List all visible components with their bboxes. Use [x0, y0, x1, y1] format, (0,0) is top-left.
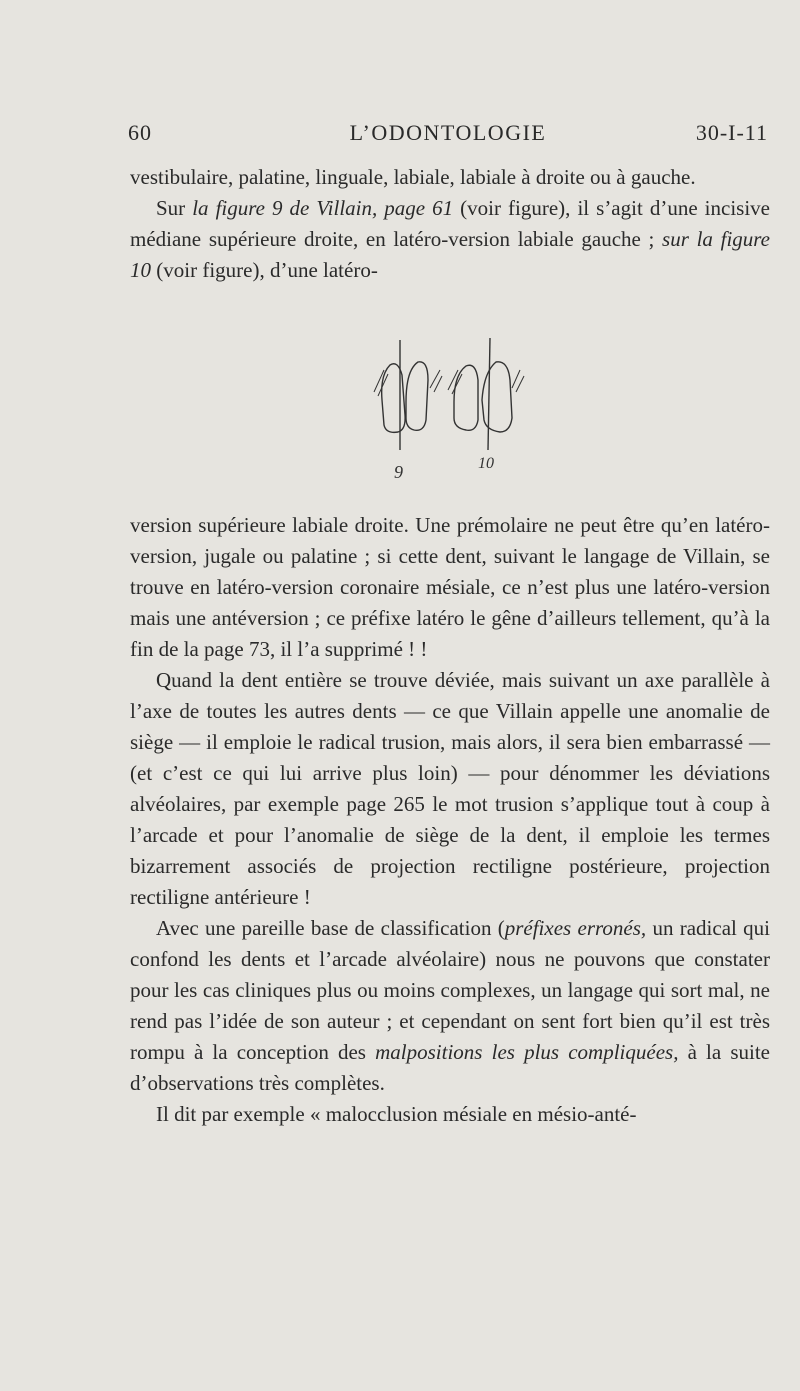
journal-title: L’ODONTOLOGIE — [349, 120, 547, 145]
emphasis: malpositions les plus compliquées, — [375, 1040, 679, 1064]
issue-date: 30-I-11 — [695, 120, 768, 145]
paragraph — [130, 193, 770, 286]
text-span: un radical qui confond les dents et l’arcade alvéolaire) nous ne pouvons que constater pour les cas cliniques plus ou moins complexes, un langage qui sort mal, ne rend pas l’idée de son auteur ; et cependant on sent fort bien qu’il est très rompu à la conception des — [130, 916, 770, 1064]
tooth-outline — [454, 365, 478, 430]
text-span: Sur — [156, 196, 193, 220]
running-header — [128, 120, 768, 154]
tooth-outline — [482, 362, 512, 432]
paragraph: Quand la dent entière se trouve déviée, mais suivant un axe parallèle à l’axe de toutes les autres dents — ce que Villain appelle une anomalie de siège — il emploie le radical trusion, mais alors, il sera bien embarrassé — (et c’est ce qui lui arrive plus loin) — pour dénommer les déviations alvéolaires, par exemple page 265 le mot trusion s’applique tout à coup à l’arcade et pour l’anomalie de siège de la dent, il emploie les termes bizarrement associés de projection rectiligne postérieure, projection rectiligne antérieure ! — [130, 668, 770, 909]
paragraph: Il dit par exemple « malocclusion mésiale en mésio-anté- — [156, 1102, 637, 1126]
figure-label-9: 9 — [394, 462, 403, 482]
teeth-figure — [350, 330, 550, 490]
text-block-bottom — [130, 510, 770, 1130]
emphasis: préfixes erronés, — [504, 916, 647, 940]
figure-label-10: 10 — [478, 455, 494, 472]
text-span: (voir figure), d’une latéro- — [151, 258, 378, 282]
teeth-drawing — [350, 330, 550, 490]
figure-reference: la figure 9 de Villain, page 61 — [192, 196, 454, 220]
tooth-outline — [406, 362, 428, 430]
text-span: à la suite d’observations très complètes. — [130, 1040, 771, 1095]
text-span: Avec une pareille base de classification ( — [156, 916, 505, 940]
page-number: 60 — [128, 120, 152, 145]
text-span: (voir figure), il s’agit d’une incisive médiane supérieure droite, en latéro-version labiale gauche ; — [130, 196, 770, 251]
axis-line — [488, 338, 490, 450]
paragraph — [130, 913, 770, 1099]
paragraph: version supérieure labiale droite. Une prémolaire ne peut être qu’en latéro-version, jugale ou palatine ; si cette dent, suivant le langage de Villain, se trouve en latéro-version coronaire mésiale, ce n’est plus une latéro-version mais une antéversion ; ce préfixe latéro le gêne d’ailleurs tellement, qu’à la fin de la page 73, il l’a supprimé ! ! — [130, 513, 770, 661]
tooth-outline — [382, 364, 405, 433]
figure-reference: sur la figure 10 — [130, 227, 770, 282]
text-block-top — [130, 162, 770, 286]
paragraph: vestibulaire, palatine, linguale, labiale, labiale à droite ou à gauche. — [130, 165, 696, 189]
